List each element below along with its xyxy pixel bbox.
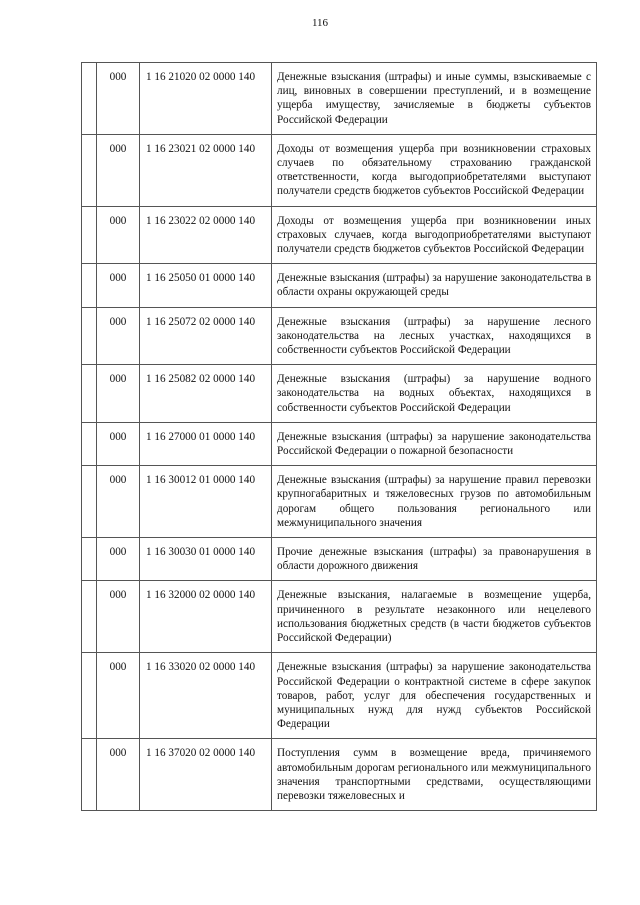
budget-code-cell: 1 16 27000 01 0000 140	[140, 422, 272, 465]
revenue-name-cell: Денежные взыскания (штрафы) за нарушение законодательства Российской Федерации о пожарной безопасности	[272, 422, 597, 465]
revenue-name-cell: Денежные взыскания (штрафы) за нарушение водного законодательства на водных объектах, находящихся в собственности субъектов Российской Федерации	[272, 365, 597, 423]
budget-code-cell: 1 16 23022 02 0000 140	[140, 206, 272, 264]
admin-code-cell: 000	[97, 739, 140, 811]
blank-cell	[82, 653, 97, 739]
admin-code-cell: 000	[97, 538, 140, 581]
revenue-name-cell: Прочие денежные взыскания (штрафы) за правонарушения в области дорожного движения	[272, 538, 597, 581]
blank-cell	[82, 307, 97, 365]
admin-code-cell: 000	[97, 422, 140, 465]
admin-code-cell: 000	[97, 134, 140, 206]
blank-cell	[82, 206, 97, 264]
budget-code-cell: 1 16 37020 02 0000 140	[140, 739, 272, 811]
budget-code-cell: 1 16 33020 02 0000 140	[140, 653, 272, 739]
table-row	[82, 365, 597, 423]
table-row	[82, 739, 597, 811]
table-row	[82, 264, 597, 307]
budget-code-cell: 1 16 21020 02 0000 140	[140, 63, 272, 135]
admin-code-cell: 000	[97, 307, 140, 365]
budget-code-cell: 1 16 30012 01 0000 140	[140, 466, 272, 538]
revenue-name-cell: Денежные взыскания (штрафы) за нарушение правил перевозки крупногабаритных и тяжеловесных грузов по автомобильным дорогам общего пользования регионального или межмуниципального значения	[272, 466, 597, 538]
budget-code-cell: 1 16 23021 02 0000 140	[140, 134, 272, 206]
admin-code-cell: 000	[97, 264, 140, 307]
admin-code-cell: 000	[97, 365, 140, 423]
table-row	[82, 422, 597, 465]
blank-cell	[82, 264, 97, 307]
admin-code-cell: 000	[97, 63, 140, 135]
budget-code-cell: 1 16 25050 01 0000 140	[140, 264, 272, 307]
table-body	[82, 63, 597, 811]
table-row	[82, 307, 597, 365]
revenue-name-cell: Доходы от возмещения ущерба при возникновении страховых случаев по обязательному страхованию гражданской ответственности, когда выгодоприобретателями выступают получатели средств бюджетов субъектов Российской Федерации	[272, 134, 597, 206]
admin-code-cell: 000	[97, 653, 140, 739]
page-number: 116	[311, 17, 329, 29]
blank-cell	[82, 538, 97, 581]
budget-code-cell: 1 16 32000 02 0000 140	[140, 581, 272, 653]
blank-cell	[82, 63, 97, 135]
revenue-name-cell: Денежные взыскания (штрафы) за нарушение законодательства в области охраны окружающей среды	[272, 264, 597, 307]
table-row	[82, 538, 597, 581]
table-row	[82, 206, 597, 264]
budget-code-cell: 1 16 25072 02 0000 140	[140, 307, 272, 365]
blank-cell	[82, 134, 97, 206]
revenue-name-cell: Денежные взыскания, налагаемые в возмещение ущерба, причиненного в результате незаконного или нецелевого использования бюджетных средств (в части бюджетов субъектов Российской Федерации)	[272, 581, 597, 653]
table-row	[82, 134, 597, 206]
table-row	[82, 581, 597, 653]
table-row	[82, 653, 597, 739]
budget-code-cell: 1 16 30030 01 0000 140	[140, 538, 272, 581]
admin-code-cell: 000	[97, 581, 140, 653]
admin-code-cell: 000	[97, 466, 140, 538]
revenue-name-cell: Поступления сумм в возмещение вреда, причиняемого автомобильным дорогам регионального или межмуниципального значения транспортными средствами, осуществляющими перевозки тяжеловесных и	[272, 739, 597, 811]
revenue-name-cell: Доходы от возмещения ущерба при возникновении иных страховых случаев, когда выгодоприобретателями выступают получатели средств бюджетов субъектов Российской Федерации	[272, 206, 597, 264]
blank-cell	[82, 581, 97, 653]
blank-cell	[82, 365, 97, 423]
revenue-name-cell: Денежные взыскания (штрафы) и иные суммы, взыскиваемые с лиц, виновных в совершении преступлений, и в возмещение ущерба имуществу, зачисляемые в бюджеты субъектов Российской Федерации	[272, 63, 597, 135]
revenue-name-cell: Денежные взыскания (штрафы) за нарушение лесного законодательства на лесных участках, находящихся в собственности субъектов Российской Федерации	[272, 307, 597, 365]
blank-cell	[82, 739, 97, 811]
budget-code-cell: 1 16 25082 02 0000 140	[140, 365, 272, 423]
table-row	[82, 466, 597, 538]
table-row	[82, 63, 597, 135]
revenue-name-cell: Денежные взыскания (штрафы) за нарушение законодательства Российской Федерации о контрактной системе в сфере закупок товаров, работ, услуг для обеспечения государственных и муниципальных нужд для нужд субъектов Российской Федерации	[272, 653, 597, 739]
admin-code-cell: 000	[97, 206, 140, 264]
blank-cell	[82, 466, 97, 538]
revenue-codes-table	[81, 62, 597, 811]
blank-cell	[82, 422, 97, 465]
